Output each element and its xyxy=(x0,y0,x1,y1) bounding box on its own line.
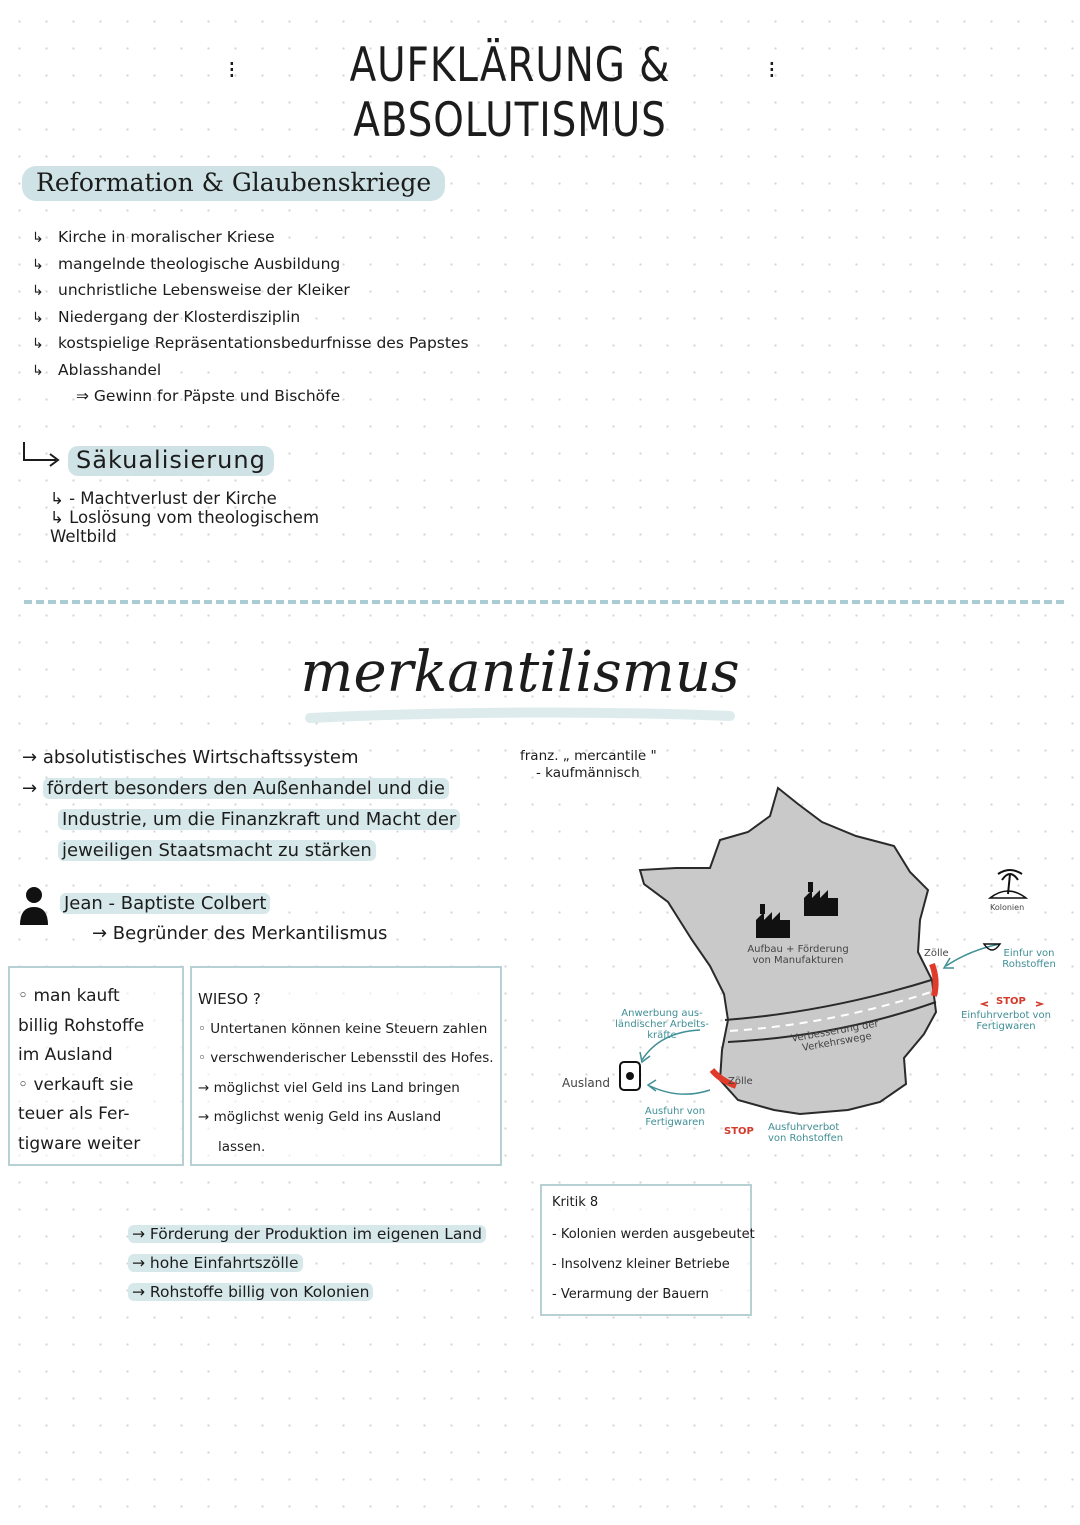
ausfuhrverbot-label: Ausfuhrverbot von Rohstoffen xyxy=(768,1122,844,1144)
manufakturen-label: Aufbau + Förderung von Manufakturen xyxy=(747,944,849,966)
einfuhr-label: Einfur von Rohstoffen xyxy=(1002,948,1056,970)
saekularisierung-heading xyxy=(68,446,274,474)
etymology-note: franz. „ mercantile " - kaufmännisch xyxy=(520,748,657,781)
ausfuhr-arrow xyxy=(650,1086,710,1094)
hook-arrow-icon: ↳ xyxy=(32,362,44,379)
hook-arrow-icon: ↳ xyxy=(32,230,44,246)
section-divider xyxy=(24,600,1064,604)
hook-arrow-icon: ↳ xyxy=(50,508,70,527)
list-item: ↳ Loslösung vom theologischem Weltbild xyxy=(50,508,320,546)
page-title: AUFKLÄRUNG & ABSOLUTISMUS xyxy=(349,38,671,148)
list-item: ↳ Niedergang der Klosterdisziplin xyxy=(32,305,469,332)
person-icon xyxy=(18,885,50,925)
bullet-dot-icon: ◦ xyxy=(18,986,34,1006)
wieso-text: WIESO ? ◦ Untertanen können keine Steuern zahlen ◦ verschwenderischer Lebensstil des Hofes. → möglichst viel Geld ins Land bringen → möglichst wenig Geld ins Ausland lassen. xyxy=(198,985,494,1162)
principle-text: ◦ man kauft billig Rohstoffe im Ausland ◦ verkauft sie teuer als Fer- tigware weiter xyxy=(18,986,145,1154)
list-sub-item: ⇒ Gewinn for Päpste und Bischöfe xyxy=(76,387,341,405)
einfuhrverbot-label: Einfuhrverbot von Fertigwaren xyxy=(961,1010,1051,1032)
anwerbung-label: Anwerbung aus-ländischer Arbeits-kräfte xyxy=(615,1008,709,1041)
border-mark-right xyxy=(932,964,936,996)
ausland-label: Ausland xyxy=(562,1076,610,1090)
list-item: → Förderung der Produktion im eigenen Land xyxy=(128,1220,486,1249)
hook-arrow-icon: ↳ xyxy=(32,283,44,299)
hook-arrow-icon: ↳ xyxy=(32,336,44,352)
list-item: ↳ mangelnde theologische Ausbildung xyxy=(32,252,469,279)
bullet-dot-icon: ◦ xyxy=(198,1050,211,1066)
reformation-heading xyxy=(22,168,445,197)
hook-arrow-icon: ↳ xyxy=(50,489,70,508)
list-item: → Rohstoffe billig von Kolonien xyxy=(128,1278,486,1307)
kritik-title: Kritik 8 xyxy=(552,1195,599,1210)
zoelle-arrow xyxy=(946,944,1000,966)
title-underline-highlight xyxy=(300,700,740,730)
list-item: → hohe Einfahrtszölle xyxy=(128,1249,486,1278)
intro-line: → absolutistisches Wirtschaftssystem xyxy=(22,747,359,768)
measures-list xyxy=(128,1220,486,1307)
zoelle-label-left: Zölle xyxy=(728,1076,753,1087)
saekularisierung-list xyxy=(50,489,350,546)
colbert-role: → Begründer des Merkantilismus xyxy=(92,923,388,944)
saekularisierung-heading-text: Säkualisierung xyxy=(68,446,274,476)
reformation-heading-text: Reformation & Glaubenskriege xyxy=(22,166,445,201)
title-decoration-right: ⁝ xyxy=(768,56,776,84)
merkantilismus-title: merkantilismus xyxy=(300,640,740,705)
stop-arrow-right xyxy=(1036,1002,1042,1006)
list-item: ↳ kostspielige Repräsentationsbedurfnisse des Papstes xyxy=(32,331,469,358)
bullet-dot-icon: ◦ xyxy=(18,1074,34,1095)
list-item: ↳ unchristliche Lebensweise der Kleiker xyxy=(32,278,469,305)
list-item: ↳ Ablasshandel xyxy=(32,358,469,385)
list-item: ↳ - Machtverlust der Kirche xyxy=(50,489,277,508)
ausfuhr-label: Ausfuhr von Fertigwaren xyxy=(644,1106,706,1128)
reformation-list xyxy=(32,225,469,410)
intro-line: jeweiligen Staatsmacht zu stärken xyxy=(22,835,460,866)
stop-label-left: STOP xyxy=(724,1126,754,1137)
island-icon xyxy=(990,870,1026,898)
wieso-title: WIESO ? xyxy=(198,990,261,1008)
hook-arrow-icon: ↳ xyxy=(32,256,44,273)
intro-line: → fördert besonders den Außenhandel und die xyxy=(22,773,460,804)
title-decoration-left: ⁝ xyxy=(228,56,236,84)
merkantilismus-intro xyxy=(22,742,460,866)
list-item: ↳ Kirche in moralischer Kriese xyxy=(32,225,469,252)
verkehrswege-label: Verbesserung der Verkehrswege xyxy=(790,1018,880,1054)
zoelle-label-right: Zölle xyxy=(924,948,949,959)
hook-arrow-icon: ↳ xyxy=(32,309,44,326)
intro-line: Industrie, um die Finanzkraft und Macht der xyxy=(22,804,460,835)
bullet-dot-icon: ◦ xyxy=(198,1020,211,1037)
arrow-right-icon: ⇒ xyxy=(76,387,94,405)
stop-label-right: STOP xyxy=(996,996,1026,1007)
arrow-right-icon: → xyxy=(22,747,43,768)
stop-arrow-left xyxy=(982,1002,988,1006)
colbert-name: Jean - Baptiste Colbert xyxy=(60,893,270,914)
arrow-right-icon: → xyxy=(22,778,43,799)
kritik-text: Kritik 8 - Kolonien werden ausgebeutet - Insolvenz kleiner Betriebe - Verarmung der Bauern xyxy=(552,1195,755,1302)
kolonien-label: Kolonien xyxy=(990,903,1025,912)
corner-arrow-icon xyxy=(20,440,68,470)
france-map xyxy=(560,780,1060,1160)
